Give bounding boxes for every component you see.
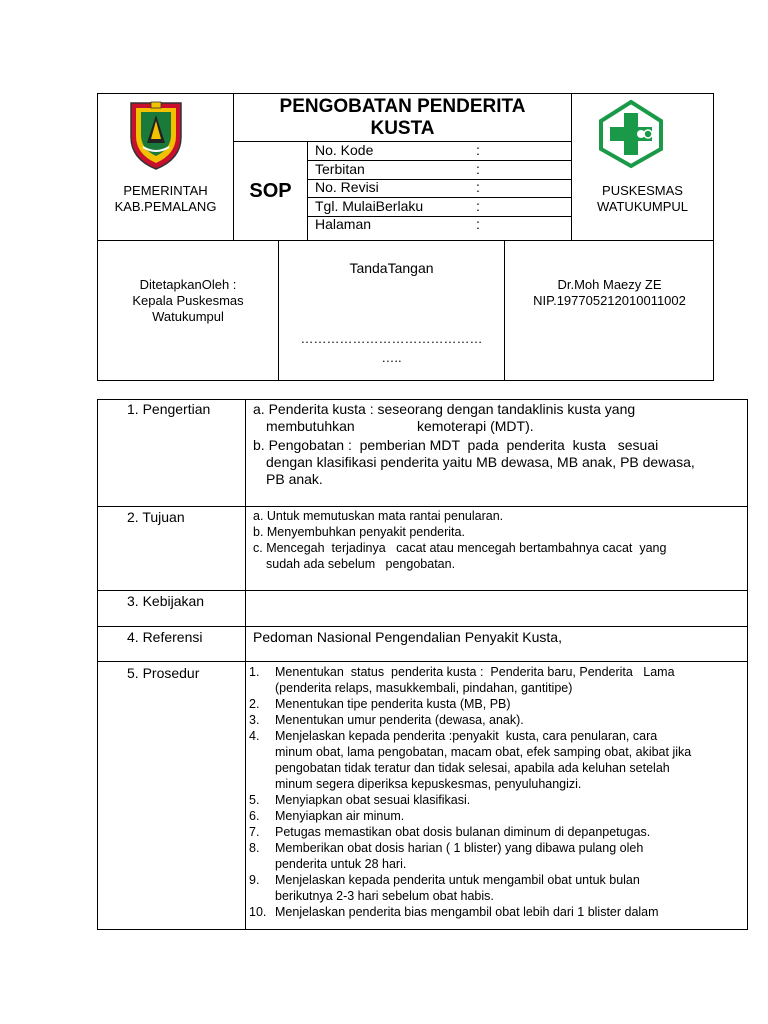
signature-dots-line1: …………………………………… <box>300 331 483 346</box>
field-tgl-mulai <box>315 198 423 215</box>
list-item-line: (penderita relaps, masukkembali, pindahan, gantitipe) <box>275 681 573 695</box>
list-item-line: Petugas memastikan obat dosis bulanan diminum di depanpetugas. <box>275 825 651 839</box>
list-item-number: 1. <box>249 665 260 679</box>
sop-label: SOP <box>249 180 292 202</box>
referensi-text: Pedoman Nasional Pengendalian Penyakit Kusta, <box>253 629 562 645</box>
page-title <box>234 96 571 140</box>
left-org <box>98 183 233 215</box>
list-item <box>249 728 743 792</box>
signature-label: TandaTangan <box>349 260 434 276</box>
tujuan-a: a. Untuk memutuskan mata rantai penularan. <box>253 509 504 523</box>
row-label-referensi: 4. Referensi <box>127 629 203 645</box>
list-item-line: minum segera diperiksa kepuskesmas, penyuluhangizi. <box>275 777 582 791</box>
list-item-number: 3. <box>249 713 260 727</box>
prosedur-list <box>249 664 743 920</box>
list-item <box>249 712 743 728</box>
field-label: Tgl. MulaiBerlaku <box>315 198 424 214</box>
list-item-text <box>275 840 743 872</box>
field-no-revisi <box>315 179 379 196</box>
list-item-line: berikutnya 2-3 hari sebelum obat habis. <box>275 889 494 903</box>
pengertian-text <box>253 401 743 488</box>
field-terbitan <box>315 161 365 178</box>
left-org-line1: PEMERINTAH <box>123 183 208 198</box>
list-item <box>249 664 743 696</box>
list-item-line: penderita untuk 28 hari. <box>275 857 407 871</box>
row-label-prosedur: 5. Prosedur <box>127 665 200 681</box>
list-item-line: Menentukan status penderita kusta : Penderita baru, Penderita Lama <box>275 665 675 679</box>
list-item-number: 6. <box>249 809 260 823</box>
list-item <box>249 808 743 824</box>
row-label-kebijakan: 3. Kebijakan <box>127 593 205 609</box>
list-item-line: Menyiapkan obat sesuai klasifikasi. <box>275 793 471 807</box>
list-item <box>249 872 743 904</box>
set-by <box>98 277 278 325</box>
list-item-number: 9. <box>249 873 260 887</box>
field-sep: : <box>476 179 480 195</box>
field-label: No. Revisi <box>315 179 379 195</box>
list-item-line: Menentukan tipe penderita kusta (MB, PB) <box>275 697 511 711</box>
field-sep: : <box>476 142 480 158</box>
list-item-line: Memberikan obat dosis harian ( 1 blister) yang dibawa pulang oleh <box>275 841 644 855</box>
right-org <box>572 183 713 215</box>
approval-divider <box>504 240 505 381</box>
signature-dots-line2: ….. <box>381 350 402 365</box>
tujuan-c-line1: c. Mencegah terjadinya cacat atau mencegah bertambahnya cacat yang <box>253 541 667 555</box>
list-item-line: minum obat, lama pengobatan, macam obat, efek samping obat, akibat jika <box>275 745 692 759</box>
list-item-text <box>275 824 743 840</box>
list-item-number: 7. <box>249 825 260 839</box>
tujuan-c-line2: sudah ada sebelum pengobatan. <box>266 557 456 571</box>
list-item <box>249 904 743 920</box>
list-item-text <box>275 904 743 920</box>
field-label: Halaman <box>315 216 372 232</box>
signer-nip: NIP.197705212010011002 <box>533 293 686 308</box>
field-halaman <box>315 216 371 233</box>
right-org-line1: PUSKESMAS <box>602 183 683 198</box>
field-label: No. Kode <box>315 142 374 158</box>
list-item-text <box>275 728 743 792</box>
list-item-text <box>275 696 743 712</box>
row-divider <box>97 626 748 627</box>
set-by-line2: Kepala Puskesmas <box>132 293 244 308</box>
list-item-number: 4. <box>249 729 260 743</box>
list-item-line: Menentukan umur penderita (dewasa, anak). <box>275 713 524 727</box>
page-title-line2: KUSTA <box>370 118 435 139</box>
pengertian-b-line1: b. Pengobatan : pemberian MDT pada penderita kusta sesuai <box>253 437 659 453</box>
list-item <box>249 824 743 840</box>
right-org-line2: WATUKUMPUL <box>597 199 688 214</box>
set-by-line1: DitetapkanOleh : <box>139 277 237 292</box>
field-sep: : <box>476 161 480 177</box>
list-item-text <box>275 664 743 696</box>
pengertian-b-line3: PB anak. <box>266 471 323 487</box>
pemalang-crest-icon <box>127 99 185 171</box>
list-item-text <box>275 712 743 728</box>
list-item-number: 5. <box>249 793 260 807</box>
pengertian-b-line2: dengan klasifikasi penderita yaitu MB dewasa, MB anak, PB dewasa, <box>266 454 695 470</box>
row-label-tujuan: 2. Tujuan <box>127 509 185 525</box>
pengertian-a-line2: membutuhkan kemoterapi (MDT). <box>266 418 534 434</box>
list-item-text <box>275 872 743 904</box>
list-item <box>249 696 743 712</box>
row-divider <box>97 590 748 591</box>
list-item-text <box>275 808 743 824</box>
list-item-line: Menjelaskan kepada penderita :penyakit kusta, cara penularan, cara <box>275 729 658 743</box>
field-no-kode <box>315 142 373 159</box>
pengertian-a-line1: a. Penderita kusta : seseorang dengan tandaklinis kusta yang <box>253 401 636 417</box>
field-sep: : <box>476 216 480 232</box>
row-divider <box>97 506 748 507</box>
tujuan-b: b. Menyembuhkan penyakit penderita. <box>253 525 465 539</box>
tujuan-text <box>253 508 743 572</box>
list-item-line: Menjelaskan kepada penderita untuk mengambil obat untuk bulan <box>275 873 640 887</box>
signature-dots <box>279 331 504 366</box>
row-label-pengertian: 1. Pengertian <box>127 401 211 417</box>
signer <box>505 277 714 309</box>
list-item-line: pengobatan tidak teratur dan tidak selesai, apabila ada keluhan setelah <box>275 761 670 775</box>
list-item-line: Menyiapkan air minum. <box>275 809 405 823</box>
page-title-line1: PENGOBATAN PENDERITA <box>279 96 526 117</box>
list-item <box>249 840 743 872</box>
list-item <box>249 792 743 808</box>
list-item-number: 10. <box>249 905 267 919</box>
header-divider <box>571 93 572 241</box>
field-label: Terbitan <box>315 161 365 177</box>
field-sep: : <box>476 198 480 214</box>
header-divider <box>233 141 571 142</box>
content-col-divider <box>245 399 246 930</box>
signer-name: Dr.Moh Maezy ZE <box>557 277 662 292</box>
header-divider <box>307 141 308 241</box>
list-item-number: 2. <box>249 697 260 711</box>
list-item-number: 8. <box>249 841 260 855</box>
set-by-line3: Watukumpul <box>152 309 224 324</box>
left-org-line2: KAB.PEMALANG <box>114 199 217 214</box>
row-divider <box>97 661 748 662</box>
list-item-text <box>275 792 743 808</box>
list-item-line: Menjelaskan penderita bias mengambil obat lebih dari 1 blister dalam <box>275 905 659 919</box>
puskesmas-logo-icon <box>596 99 666 169</box>
